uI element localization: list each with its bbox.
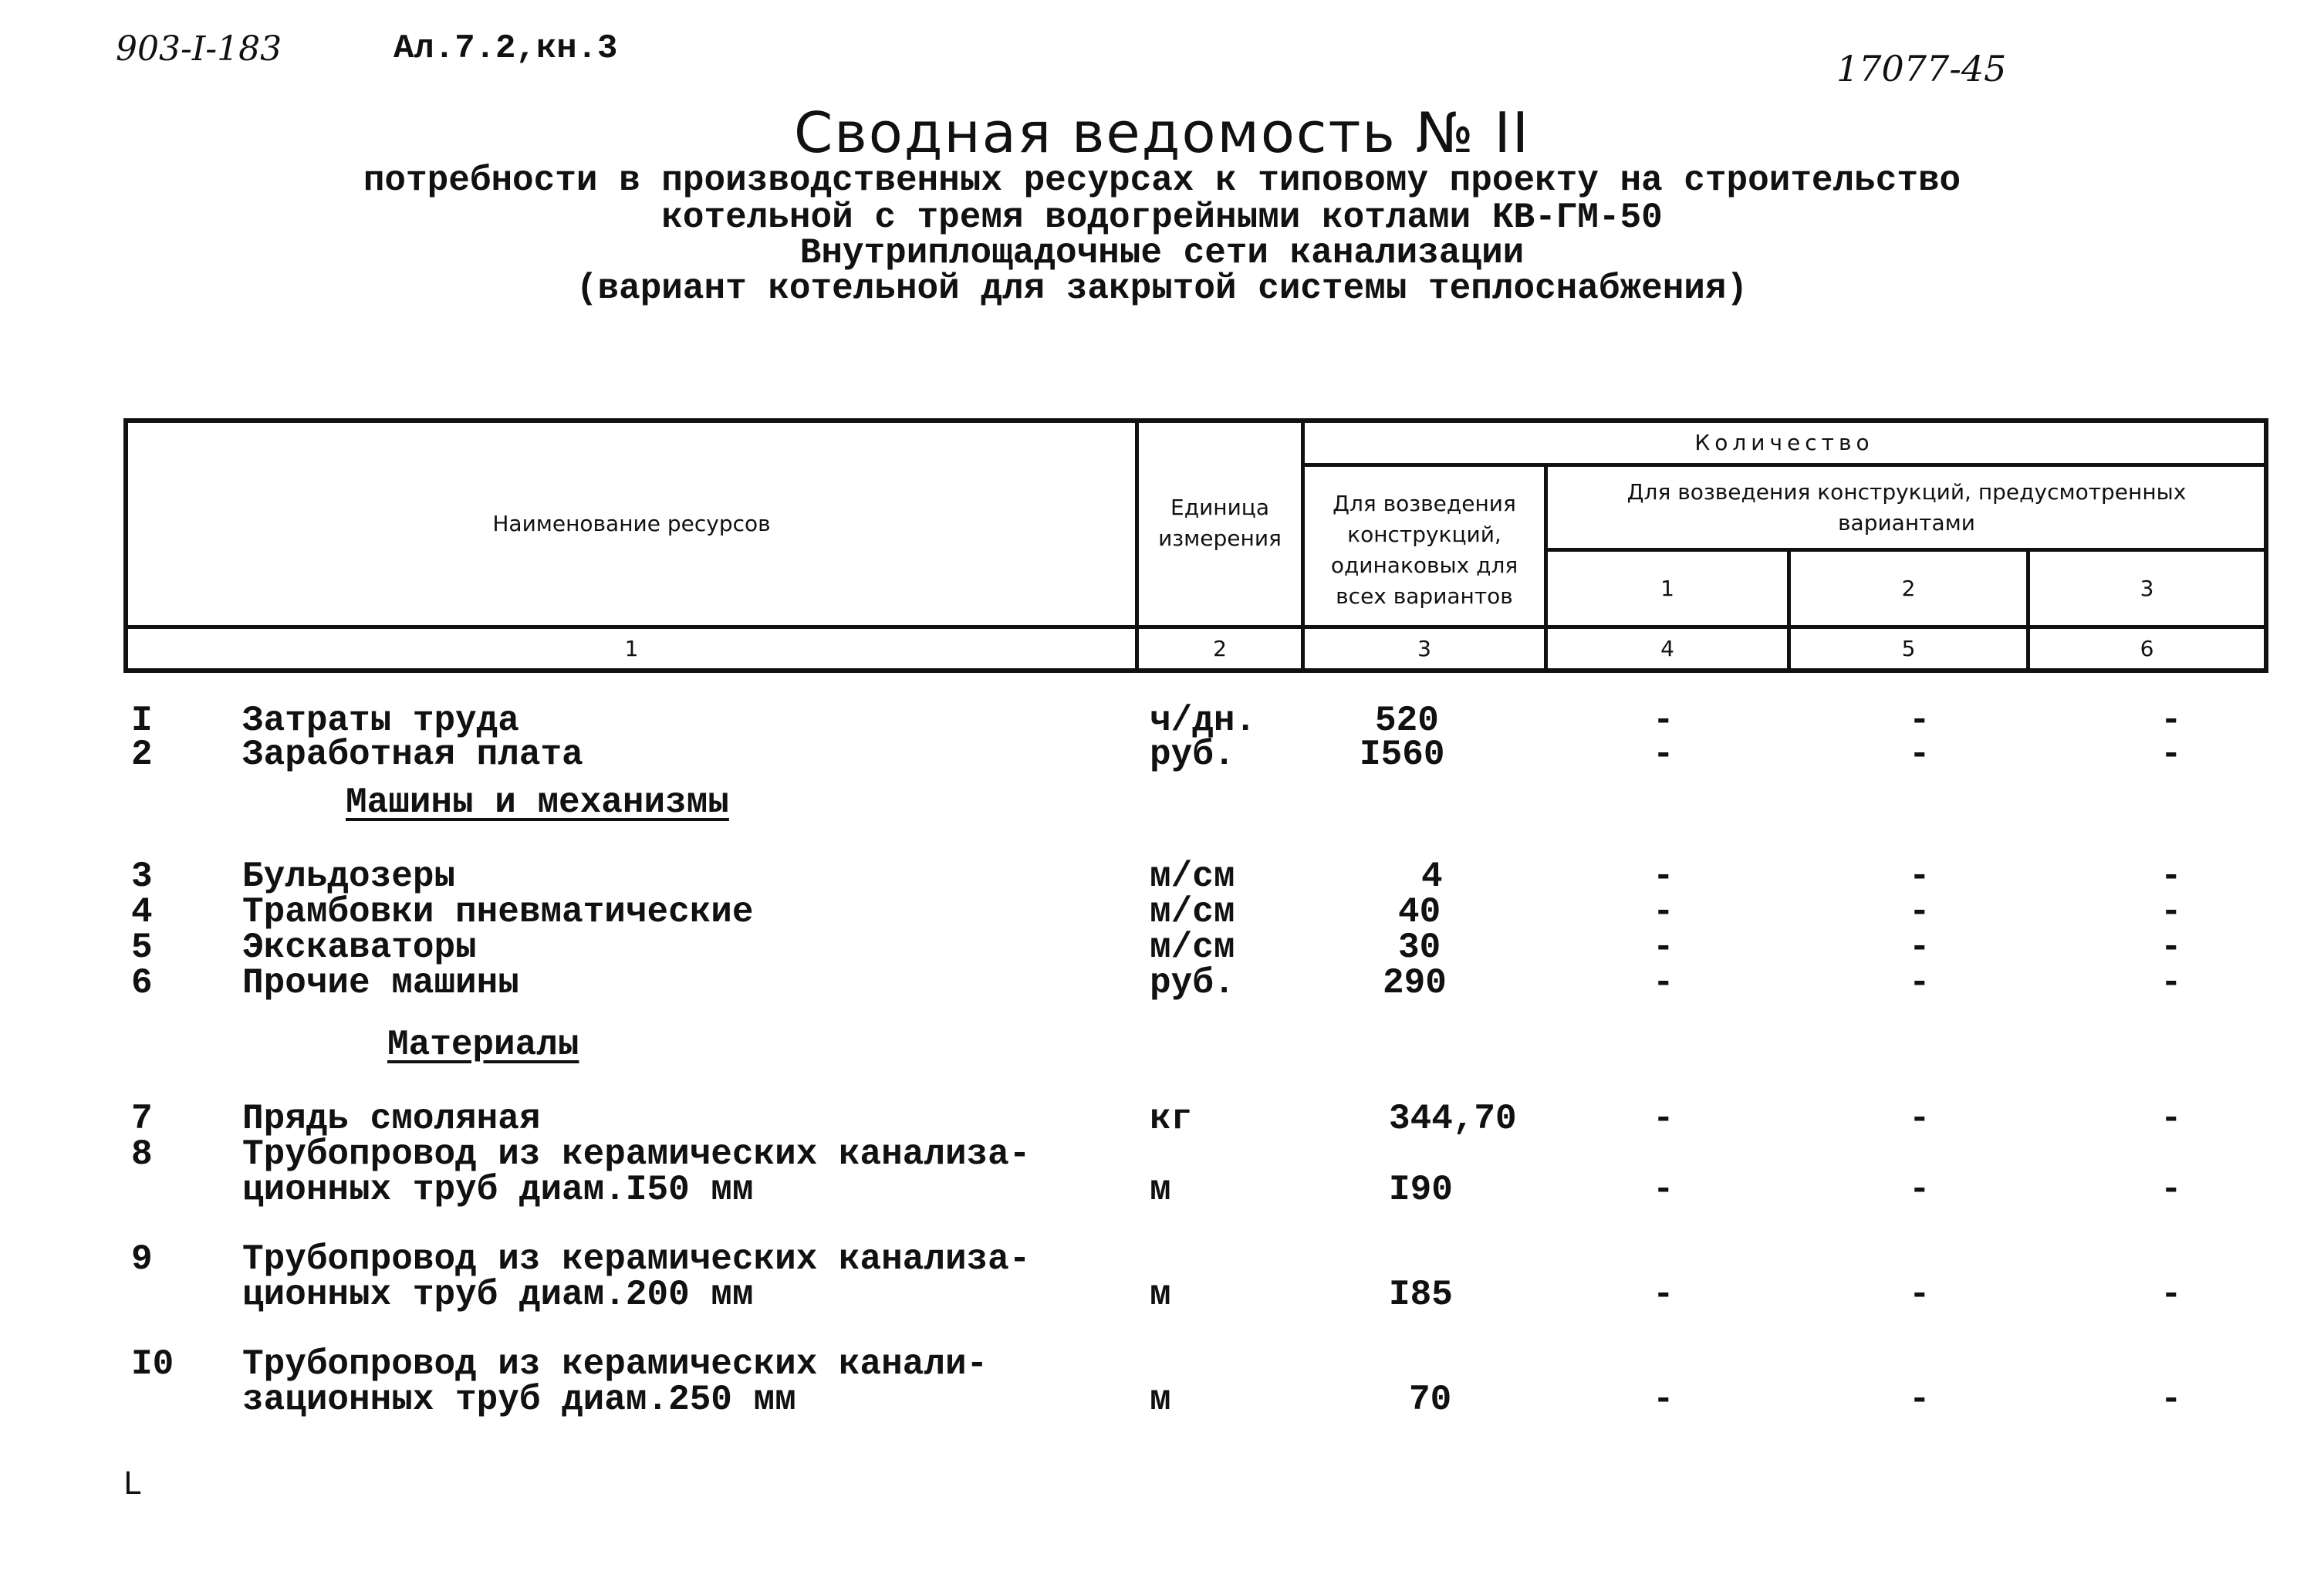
page-title: Сводная ведомость № II (794, 100, 1530, 165)
unit-of-measure: м/см (1150, 857, 1235, 897)
quantity-variant-1: - (1653, 928, 1674, 968)
quantity-variant-1: - (1653, 1170, 1674, 1210)
header-variant-3: 3 (2140, 575, 2154, 601)
quantity-variant-2: - (1909, 1170, 1930, 1210)
unit-of-measure: м (1150, 1170, 1171, 1210)
section-heading-materials: Материалы (387, 1025, 579, 1065)
row-number: 7 (131, 1099, 153, 1139)
quantity-variant-3: - (2160, 735, 2182, 775)
section-heading-machines: Машины и механизмы (346, 782, 729, 823)
unit-of-measure: кг (1150, 1099, 1193, 1139)
resource-name-line-2: зационных труб диам.250 мм (242, 1380, 796, 1420)
quantity-variant-3: - (2160, 892, 2182, 932)
row-number: I (131, 701, 153, 741)
subtitle-line-2: котельной с тремя водогрейными котлами КВ-ГМ-50 (661, 198, 1663, 238)
quantity-variant-2: - (1909, 892, 1930, 932)
resource-name-line-1: Трубопровод из керамических канализа- (242, 1134, 1031, 1174)
header-common-column: Для возведения конструкций, одинаковых для всех вариантов (1330, 491, 1518, 609)
document-number: 17077-45 (1836, 48, 2007, 90)
album-reference: Ал.7.2,кн.3 (394, 29, 618, 68)
header-variant-1: 1 (1660, 575, 1674, 601)
subtitle-line-1: потребности в производственных ресурсах к типовому проекту на строительство (363, 161, 1961, 201)
unit-of-measure: руб. (1150, 735, 1235, 775)
quantity-variant-3: - (2160, 857, 2182, 897)
subtitle-line-3: Внутриплощадочные сети канализации (799, 233, 1525, 273)
quantity-variant-3: - (2160, 1380, 2182, 1420)
quantity-variant-2: - (1909, 963, 1930, 1003)
row-number: 4 (131, 892, 153, 932)
quantity-common: 290 (1383, 963, 1447, 1003)
quantity-variant-3: - (2160, 701, 2182, 741)
row-number: 5 (131, 928, 153, 968)
unit-of-measure: м/см (1150, 928, 1235, 968)
column-number-6: 6 (2140, 635, 2154, 661)
quantity-variant-2: - (1909, 1099, 1930, 1139)
quantity-variant-2: - (1909, 735, 1930, 775)
quantity-variant-1: - (1653, 701, 1674, 741)
table-header (123, 418, 2268, 673)
column-number-3: 3 (1417, 635, 1431, 661)
header-name-column: Наименование ресурсов (492, 511, 771, 536)
resource-name: Затраты труда (242, 701, 519, 741)
row-number: 3 (131, 857, 153, 897)
row-number: 8 (131, 1134, 153, 1174)
unit-of-measure: м (1150, 1380, 1171, 1420)
quantity-common: 70 (1409, 1380, 1452, 1420)
quantity-common: I560 (1360, 735, 1445, 775)
resource-name: Прочие машины (242, 963, 519, 1003)
resource-name: Экскаваторы (242, 928, 477, 968)
resource-name-line-1: Трубопровод из керамических канализа- (242, 1239, 1031, 1279)
resource-name: Прядь смоляная (242, 1099, 541, 1139)
header-quantity-group: Количество (1694, 430, 1874, 455)
column-number-4: 4 (1660, 635, 1674, 661)
divider (1301, 463, 2264, 467)
quantity-variant-3: - (2160, 1170, 2182, 1210)
resource-name-line-1: Трубопровод из керамических канали- (242, 1344, 988, 1384)
quantity-common: 520 (1375, 701, 1439, 741)
unit-of-measure: ч/дн. (1150, 701, 1257, 741)
row-number: 6 (131, 963, 153, 1003)
quantity-variant-2: - (1909, 857, 1930, 897)
quantity-variant-2: - (1909, 1275, 1930, 1315)
resource-name: Заработная плата (242, 735, 583, 775)
quantity-variant-3: - (2160, 1099, 2182, 1139)
quantity-common: I90 (1389, 1170, 1453, 1210)
quantity-variant-3: - (2160, 1275, 2182, 1315)
doc-code: 903-I-183 (116, 29, 282, 69)
quantity-variant-1: - (1653, 1275, 1674, 1315)
row-number: 9 (131, 1239, 153, 1279)
resource-name-line-2: ционных труб диам.200 мм (242, 1275, 754, 1315)
row-number: 2 (131, 735, 153, 775)
quantity-variant-1: - (1653, 1099, 1674, 1139)
column-number-1: 1 (624, 635, 639, 661)
quantity-common: 30 (1398, 928, 1441, 968)
quantity-variant-1: - (1653, 735, 1674, 775)
subtitle-line-4: (вариант котельной для закрытой системы теплоснабжения) (576, 269, 1748, 309)
quantity-variant-2: - (1909, 928, 1930, 968)
header-variant-2: 2 (1901, 575, 1916, 601)
corner-mark: L (123, 1466, 141, 1502)
unit-of-measure: руб. (1150, 963, 1235, 1003)
quantity-variant-3: - (2160, 963, 2182, 1003)
unit-of-measure: м (1150, 1275, 1171, 1315)
unit-of-measure: м/см (1150, 892, 1235, 932)
header-variants-group: Для возведения конструкций, предусмотренных вариантами (1626, 479, 2187, 536)
quantity-common: I85 (1389, 1275, 1453, 1315)
resource-name-line-2: ционных труб диам.I50 мм (242, 1170, 754, 1210)
quantity-variant-1: - (1653, 857, 1674, 897)
quantity-common: 344,70 (1389, 1099, 1517, 1139)
column-number-5: 5 (1901, 635, 1916, 661)
resource-name: Трамбовки пневматические (242, 892, 754, 932)
resource-name: Бульдозеры (242, 857, 456, 897)
quantity-variant-3: - (2160, 928, 2182, 968)
quantity-variant-1: - (1653, 892, 1674, 932)
quantity-variant-2: - (1909, 1380, 1930, 1420)
quantity-common: 4 (1421, 857, 1443, 897)
quantity-variant-2: - (1909, 701, 1930, 741)
quantity-variant-1: - (1653, 963, 1674, 1003)
row-number: I0 (131, 1344, 174, 1384)
header-unit-column: Единица измерения (1158, 495, 1282, 551)
column-number-2: 2 (1213, 635, 1227, 661)
quantity-common: 40 (1398, 892, 1441, 932)
quantity-variant-1: - (1653, 1380, 1674, 1420)
